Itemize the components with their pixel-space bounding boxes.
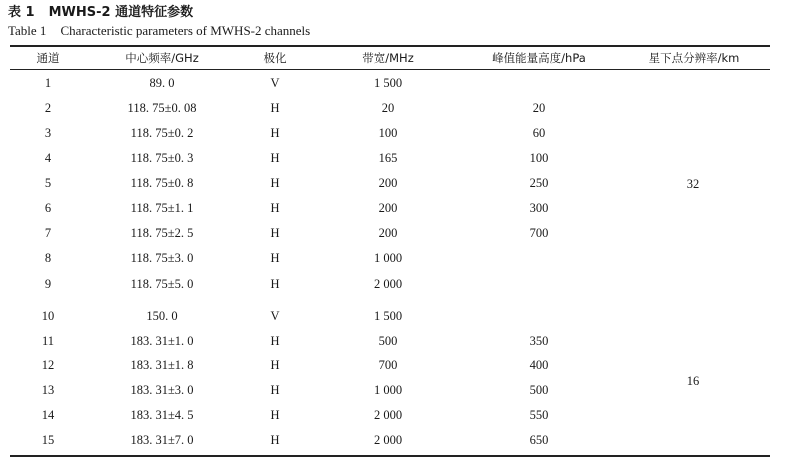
cell-channel: 7 [44, 226, 52, 240]
caption-cn-label: 表 1 [8, 5, 35, 20]
header-bandwidth: 带宽/MHz [362, 51, 414, 65]
cell-frequency: 183. 31±1. 8 [130, 358, 194, 372]
cell-channel: 6 [44, 201, 52, 215]
cell-bandwidth: 165 [378, 151, 398, 165]
cell-polarization: H [270, 358, 280, 372]
cell-peak-height: 500 [529, 383, 549, 397]
cell-polarization: H [270, 201, 280, 215]
cell-frequency: 118. 75±1. 1 [130, 201, 194, 215]
cell-frequency: 118. 75±3. 0 [130, 251, 194, 265]
cell-channel: 3 [44, 126, 52, 140]
table-bottom-rule [10, 455, 770, 457]
cell-polarization: H [270, 251, 280, 265]
cell-peak-height: 60 [532, 126, 546, 140]
cell-polarization: H [270, 176, 280, 190]
header-frequency: 中心频率/GHz [125, 51, 199, 65]
cell-polarization: H [270, 226, 280, 240]
table-caption-cn [8, 1, 193, 20]
header-polarization: 极化 [263, 51, 287, 65]
cell-frequency: 183. 31±7. 0 [130, 433, 194, 447]
cell-bandwidth: 1 000 [373, 383, 403, 397]
table-caption-en [8, 23, 310, 39]
cell-polarization: V [270, 309, 280, 323]
cell-bandwidth: 1 000 [373, 251, 403, 265]
cell-channel: 1 [44, 76, 52, 90]
cell-peak-height: 100 [529, 151, 549, 165]
cell-peak-height: 250 [529, 176, 549, 190]
cell-bandwidth: 700 [378, 358, 398, 372]
cell-channel: 15 [41, 433, 55, 447]
cell-frequency: 183. 31±4. 5 [130, 408, 194, 422]
cell-bandwidth: 2 000 [373, 408, 403, 422]
resolution-group-2: 16 [686, 374, 700, 388]
cell-frequency: 118. 75±0. 8 [130, 176, 194, 190]
table-header-rule [10, 69, 770, 70]
cell-frequency: 118. 75±0. 08 [127, 101, 197, 115]
cell-polarization: H [270, 383, 280, 397]
cell-channel: 13 [41, 383, 55, 397]
cell-peak-height: 700 [529, 226, 549, 240]
cell-bandwidth: 1 500 [373, 76, 403, 90]
cell-bandwidth: 100 [378, 126, 398, 140]
header-channel: 通道 [36, 51, 60, 65]
cell-bandwidth: 1 500 [373, 309, 403, 323]
cell-polarization: H [270, 433, 280, 447]
cell-polarization: H [270, 334, 280, 348]
cell-channel: 5 [44, 176, 52, 190]
header-resolution: 星下点分辨率/km [648, 51, 740, 65]
cell-bandwidth: 2 000 [373, 277, 403, 291]
cell-frequency: 150. 0 [146, 309, 178, 323]
cell-polarization: H [270, 151, 280, 165]
cell-channel: 2 [44, 101, 52, 115]
cell-channel: 14 [41, 408, 55, 422]
cell-bandwidth: 200 [378, 226, 398, 240]
caption-en-title: Characteristic parameters of MWHS-2 channels [60, 23, 311, 38]
cell-channel: 4 [44, 151, 52, 165]
cell-polarization: H [270, 408, 280, 422]
cell-peak-height: 350 [529, 334, 549, 348]
cell-peak-height: 400 [529, 358, 549, 372]
cell-channel: 10 [41, 309, 55, 323]
cell-polarization: V [270, 76, 280, 90]
cell-frequency: 89. 0 [149, 76, 175, 90]
cell-peak-height: 20 [532, 101, 546, 115]
cell-channel: 12 [41, 358, 55, 372]
cell-bandwidth: 200 [378, 176, 398, 190]
cell-peak-height: 550 [529, 408, 549, 422]
cell-bandwidth: 500 [378, 334, 398, 348]
cell-channel: 8 [44, 251, 52, 265]
header-peak-height: 峰值能量高度/hPa [492, 51, 586, 65]
cell-frequency: 118. 75±0. 3 [130, 151, 194, 165]
table-top-rule [10, 45, 770, 47]
cell-frequency: 183. 31±1. 0 [130, 334, 194, 348]
cell-frequency: 118. 75±0. 2 [130, 126, 194, 140]
cell-bandwidth: 2 000 [373, 433, 403, 447]
cell-bandwidth: 200 [378, 201, 398, 215]
cell-peak-height: 300 [529, 201, 549, 215]
cell-bandwidth: 20 [381, 101, 395, 115]
caption-en-label: Table 1 [8, 23, 47, 38]
cell-polarization: H [270, 126, 280, 140]
cell-channel: 9 [44, 277, 52, 291]
resolution-group-1: 32 [686, 177, 700, 191]
cell-channel: 11 [41, 334, 55, 348]
cell-frequency: 118. 75±5. 0 [130, 277, 194, 291]
cell-peak-height: 650 [529, 433, 549, 447]
caption-cn-title: MWHS-2 通道特征参数 [48, 5, 194, 20]
cell-polarization: H [270, 101, 280, 115]
cell-frequency: 118. 75±2. 5 [130, 226, 194, 240]
cell-polarization: H [270, 277, 280, 291]
cell-frequency: 183. 31±3. 0 [130, 383, 194, 397]
